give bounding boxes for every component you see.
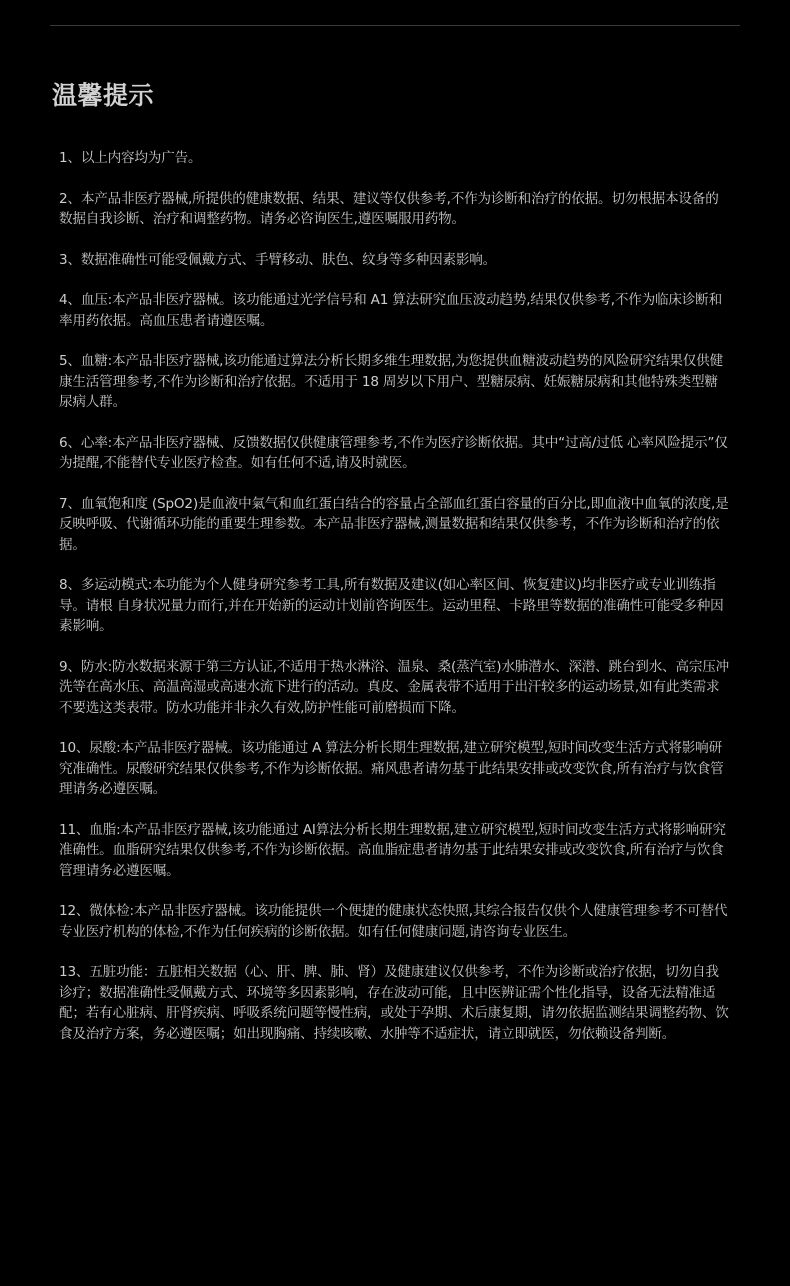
notice-item-13: 13、五脏功能：五脏相关数据（心、肝、脾、肺、肾）及健康建议仅供参考，不作为诊断或治疗依据，切勿自我诊疗；数据准确性受佩戴方式、环境等多因素影响，存在波动可能，且中医辨证需个性化指导，设备无法精准适配；若有心脏病、肝肾疾病、呼吸系统问题等慢性病，或处于孕期、术后康复期，请勿依据监测结果调整药物、饮食及治疗方案，务必遵医嘱；如出现胸痛、持续咳嗽、水肿等不适症状，请立即就医，勿依赖设备判断。 — [59, 964, 729, 1042]
notice-item-9: 9、防水:防水数据来源于第三方认证,不适用于热水淋浴、温泉、桑(蒸汽室)水肺潜水、深潜、跳台到水、高宗压冲洗等在高水压、高温高湿或高速水流下进行的活动。真皮、金属表带不适用于出汗较多的运动场景,如有此类需求不要选这类表带。防水功能并非永久有效,防护性能可前磨损而下降。 — [59, 658, 730, 716]
notice-item-4: 4、血压:本产品非医疗器械。该功能通过光学信号和 A1 算法研究血压波动趋势,结果仅供参考,不作为临床诊断和率用药依据。高血压患者请遵医嘱。 — [59, 292, 722, 329]
notice-item-6: 6、心率:本产品非医疗器械、反馈数据仅供健康管理参考,不作为医疗诊断依据。其中“过高/过低 心率风险提示”仅为提醒,不能替代专业医疗检查。如有任何不适,请及时就医。 — [59, 434, 728, 471]
top-divider — [50, 25, 740, 26]
notice-item-7: 7、血氧饱和度 (SpO2)是血液中氣气和血红蛋白结合的容量占全部血红蛋白容量的百分比,即血液中血氧的浓度,是反映呼吸、代谢循环功能的重要生理参数。本产品非医疗器械,测量数据和结果仅供参考，不作为诊断和治疗的依据。 — [59, 495, 729, 553]
notice-item-1: 1、以上内容均为广告。 — [59, 150, 202, 166]
notice-item-5: 5、血糖:本产品非医疗器械,该功能通过算法分析长期多维生理数据,为您提供血糖波动趋势的风险研究结果仅供健康生活管理参考,不作为诊断和治疗依据。不适用于 18 周岁以下用户、型糖尿病、妊娠糖尿病和其他特殊类型糖尿病人群。 — [59, 353, 723, 410]
page-title: 温馨提示 — [52, 81, 155, 110]
notice-item-2: 2、本产品非医疗器械,所提供的健康数据、结果、建议等仅供参考,不作为诊断和治疗的依据。切勿根据本设备的数据自我诊断、治疗和调整药物。请务必咨询医生,遵医嘱服用药物。 — [59, 190, 719, 227]
notice-list — [59, 148, 731, 1064]
notice-item-10: 10、尿酸:本产品非医疗器械。该功能通过 A 算法分析长期生理数据,建立研究模型,短时间改变生活方式将影响研究准确性。尿酸研究结果仅供参考,不作为诊断依据。痛风患者请勿基于此结果安排或改变饮食,所有治疗与饮食管理请务必遵医嘱。 — [59, 740, 724, 797]
notice-item-3: 3、数据准确性可能受佩戴方式、手臂移动、肤色、纹身等多种因素影响。 — [59, 251, 497, 268]
notice-item-11: 11、血脂:本产品非医疗器械,该功能通过 AI算法分析长期生理数据,建立研究模型,短时间改变生活方式将影响研究准确性。血脂研究结果仅供参考,不作为诊断依据。高血脂症患者请勿基于此结果安排或改变饮食,所有治疗与饮食管理请务必遵医嘱。 — [59, 821, 726, 879]
notice-item-8: 8、多运动模式:本功能为个人健身研究参考工具,所有数据及建议(如心率区间、恢复建议)均非医疗或专业训练指导。请根 自身状况量力而行,并在开始新的运动计划前咨询医生。运动里程、卡路里等数据的准确性可能受多种因素影响。 — [59, 577, 724, 634]
notice-item-12: 12、微体检:本产品非医疗器械。该功能提供一个便捷的健康状态快照,其综合报告仅供个人健康管理参考不可替代专业医疗机构的体检,不作为任何疾病的诊断依据。如有任何健康问题,请咨询专业医生。 — [59, 903, 728, 940]
